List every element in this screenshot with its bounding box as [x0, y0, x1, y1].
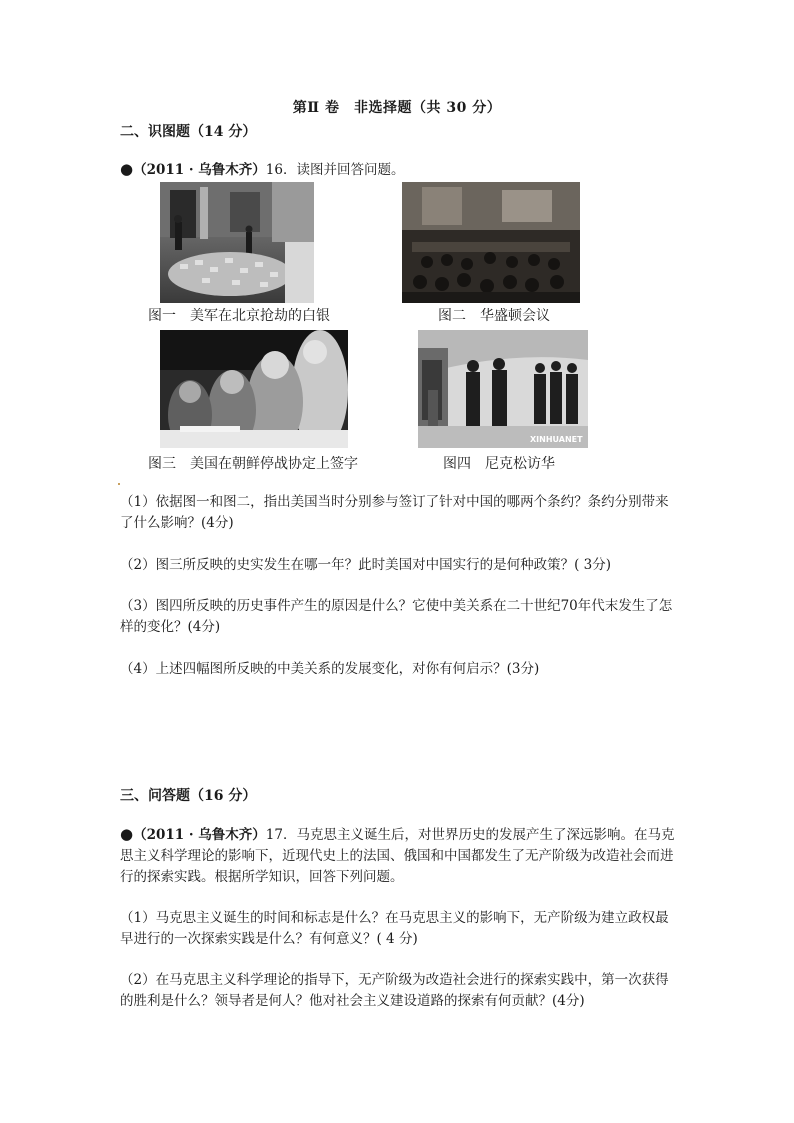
figure-2-caption: 图二 华盛顿会议	[438, 308, 550, 324]
figure-3-photo	[160, 330, 348, 448]
figure-3-caption: 图三 美国在朝鲜停战协定上签字	[148, 456, 358, 472]
question-16-source: （2011 · 乌鲁木齐）	[133, 162, 266, 178]
figure-1-caption: 图一 美军在北京抢劫的白银	[148, 308, 330, 324]
page-title: 第Ⅱ 卷 非选择题（共 30 分）	[292, 100, 502, 116]
section-heading-2: 二、识图题（14 分）	[120, 124, 257, 140]
question-16-text: 16．读图并回答问题。	[265, 162, 405, 178]
question-17-part-1: （1）马克思主义诞生的时间和标志是什么？在马克思主义的影响下，无产阶级为建立政权最早进行的一次探索实践是什么？有何意义？( 4 分)	[120, 910, 669, 947]
question-17-part-2: （2）在马克思主义科学理论的指导下，无产阶级为改造社会进行的探索实践中，第一次获得的胜利是什么？领导者是何人？他对社会主义建设道路的探索有何贡献？(4分)	[120, 972, 669, 1009]
section-heading-3: 三、问答题（16 分）	[120, 788, 257, 804]
question-17-source: （2011 · 乌鲁木齐）	[133, 827, 266, 843]
figure-4-watermark: XINHUANET	[530, 435, 583, 444]
figure-4-photo	[418, 330, 588, 448]
question-17-text: 17．马克思主义诞生后，对世界历史的发展产生了深远影响。在马克思主义科学理论的影响下，近现代史上的法国、俄国和中国都发生了无产阶级为改造社会而进行的探索实践。根据所学知识，回答下列问题。	[120, 827, 675, 885]
question-16-part-2: （2）图三所反映的史实发生在哪一年？此时美国对中国实行的是何种政策？( 3分)	[120, 557, 612, 573]
stray-mark	[118, 483, 120, 485]
question-17-stem	[120, 824, 680, 888]
question-16-stem	[120, 159, 680, 181]
bullet-icon: ●	[120, 825, 134, 843]
bullet-icon: ●	[120, 160, 134, 178]
question-16-part-1: （1）依据图一和图二，指出美国当时分别参与签订了针对中国的哪两个条约？条约分别带来了什么影响？(4分)	[120, 494, 669, 531]
figure-2-photo	[402, 182, 580, 303]
question-16-part-3: （3）图四所反映的历史事件产生的原因是什么？它使中美关系在二十世纪70年代末发生了怎样的变化？(4分)	[120, 598, 673, 635]
figure-1-photo	[160, 182, 314, 303]
question-16-part-4: （4）上述四幅图所反映的中美关系的发展变化，对你有何启示？(3分)	[120, 661, 540, 677]
figure-4-caption: 图四 尼克松访华	[443, 456, 555, 472]
